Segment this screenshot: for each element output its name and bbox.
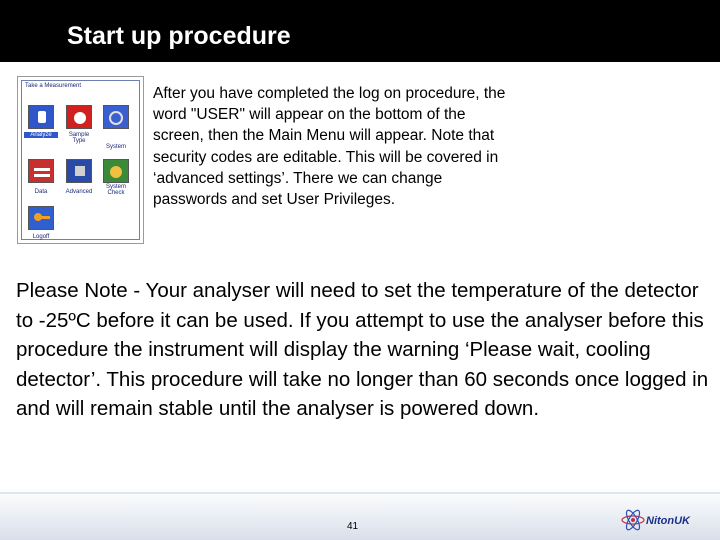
tile-label-advanced: Advanced (65, 189, 93, 195)
tile-label-data: Data (34, 189, 48, 195)
footer-divider (0, 492, 720, 494)
tile-label-analyze: Analyze (24, 132, 58, 138)
analyze-icon (28, 105, 54, 129)
title-bar (0, 0, 720, 62)
logo-text: NitonUK (646, 515, 690, 527)
key-icon (28, 206, 54, 230)
tile-label-system: System (105, 144, 126, 150)
system-icon (103, 105, 129, 129)
slide-title: Start up procedure (67, 22, 291, 50)
menu-screen-title: Take a Measurement (25, 83, 82, 89)
footer-band (0, 488, 720, 540)
advanced-icon (66, 159, 92, 183)
tile-label-logoff: Logoff (32, 234, 50, 240)
intro-paragraph: After you have completed the log on procedure, the word "USER" will appear on the bottom of the screen, then the Main Menu will appear. Note that security codes are editable. This will be covered in ‘advanced settings’. There we can change passwords and set User Privileges. (153, 85, 506, 209)
menu-screen (21, 80, 140, 240)
page-number: 41 (347, 521, 359, 532)
tile-label-sample-type: Sample Type (68, 132, 90, 144)
note-paragraph: Please Note - Your analyser will need to set the temperature of the detector to -25ºC before it can be used. If you attempt to use the analyser before this procedure the instrument will display the warning ‘Please wait, cooling detector’. This procedure will take no longer than 60 seconds once logged in and will remain stable until the analyser is powered down. (16, 279, 709, 421)
system-check-icon (103, 159, 129, 183)
data-icon (28, 159, 54, 183)
menu-screenshot (17, 76, 144, 244)
sample-type-icon (66, 105, 92, 129)
tile-label-system-check: System Check (105, 184, 126, 196)
